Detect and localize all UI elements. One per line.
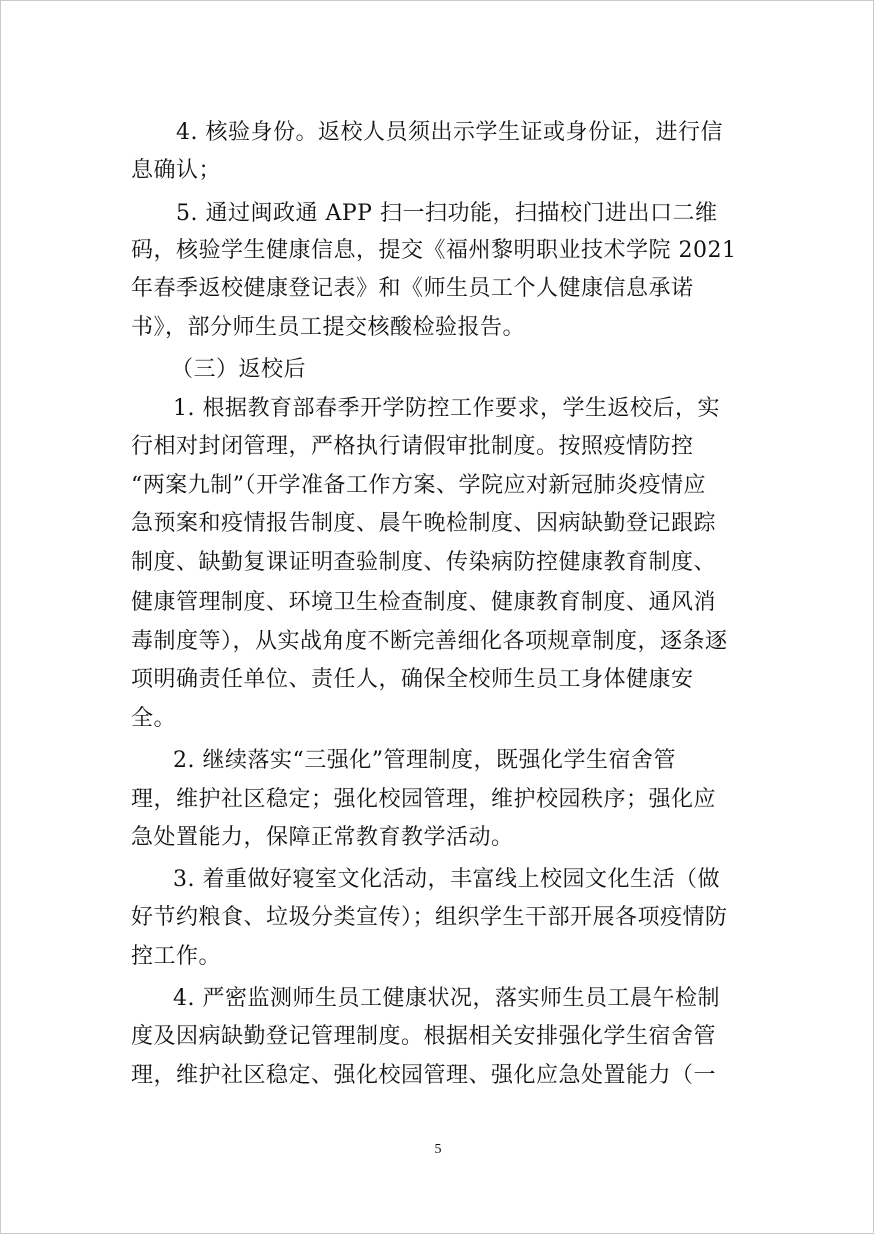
text-line: 毒制度等），从实战角度不断完善细化各项规章制度，逐条逐 [131, 629, 728, 654]
text-line: 理，维护社区稳定；强化校园管理，维护校园秩序；强化应 [131, 787, 717, 812]
text-line: 书》，部分师生员工提交核酸检验报告。 [131, 315, 526, 340]
page-number: 5 [434, 1142, 442, 1157]
text-line: 健康管理制度、环境卫生检查制度、健康教育制度、通风消 [131, 590, 717, 615]
text-line: 控工作。 [131, 944, 222, 969]
text-line: 码，核验学生健康信息，提交《福州黎明职业技术学院 2021 [131, 238, 737, 263]
text-line: 行相对封闭管理，严格执行请假审批制度。按照疫情防控 [131, 434, 694, 459]
text-line: 项明确责任单位、责任人，确保全校师生员工身体健康安 [131, 667, 694, 692]
text-line: 急预案和疫情报告制度、晨午晚检制度、因病缺勤登记跟踪 [131, 511, 717, 536]
text-line: 5. 通过闽政通 APP 扫一扫功能，扫描校门进出口二维 [176, 201, 718, 226]
text-line: 全。 [131, 706, 177, 731]
text-line: 2. 继续落实“三强化”管理制度，既强化学生宿舍管 [173, 748, 676, 773]
text-line: 急处置能力，保障正常教育教学活动。 [131, 825, 514, 850]
text-line: 制度、缺勤复课证明查验制度、传染病防控健康教育制度、 [131, 550, 717, 575]
text-line: 理，维护社区稳定、强化校园管理、强化应急处置能力（一 [131, 1063, 717, 1088]
text-line: 好节约粮食、垃圾分类宣传）；组织学生干部开展各项疫情防 [131, 905, 728, 930]
text-line: 息确认； [131, 158, 222, 183]
text-line: 4. 严密监测师生员工健康状况，落实师生员工晨午检制 [173, 986, 720, 1011]
text-line: 4. 核验身份。返校人员须出示学生证或身份证，进行信 [176, 120, 723, 145]
text-line: 年春季返校健康登记表》和《师生员工个人健康信息承诺 [131, 276, 694, 301]
text-line: 度及因病缺勤登记管理制度。根据相关安排强化学生宿舍管 [131, 1024, 717, 1049]
text-line: 1. 根据教育部春季开学防控工作要求，学生返校后，实 [173, 396, 720, 421]
text-line: “两案九制”（开学准备工作方案、学院应对新冠肺炎疫情应 [131, 473, 706, 498]
section-heading: （三）返校后 [171, 357, 307, 382]
text-line: 3. 着重做好寝室文化活动，丰富线上校园文化生活（做 [173, 867, 720, 892]
